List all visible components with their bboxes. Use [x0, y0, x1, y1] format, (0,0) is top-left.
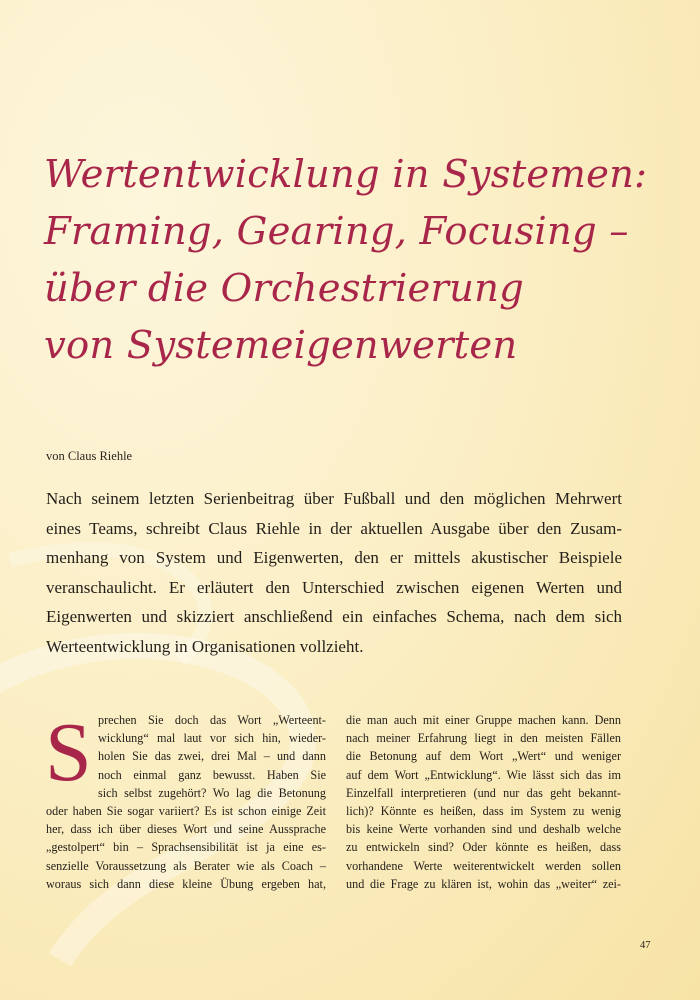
body-line: sich selbst zugehört? Wo lag die Betonung	[98, 785, 326, 800]
title-line: von Systemeigenwerten	[44, 323, 518, 368]
title-line: Framing, Gearing, Focusing –	[44, 209, 629, 254]
page-number: 47	[640, 940, 651, 951]
body-line: auf dem Wort „Entwicklung“. Wie lässt sich das im	[346, 767, 621, 782]
body-column-left	[45, 706, 326, 893]
drop-cap: S	[45, 706, 92, 799]
lead-paragraph	[46, 484, 622, 661]
lead-line: veranschaulicht. Er erläutert den Unterschied zwischen eigenen Werten und	[46, 577, 622, 597]
body-line: Einzelfall interpretieren (und nur das geht bekannt-	[346, 785, 621, 800]
body-line: prechen Sie doch das Wort „Werteent-	[98, 713, 326, 727]
author-byline: von Claus Riehle	[46, 449, 133, 463]
lead-line: Nach seinem letzten Serienbeitrag über Fußball und den möglichen Mehrwert	[46, 489, 622, 508]
body-line: „gestolpert“ bin – Sprachsensibilität ist ja eine es-	[46, 840, 326, 855]
body-line: her, dass ich über dieses Wort und seine Aussprache	[46, 822, 326, 837]
body-line: holen Sie das zwei, drei Mal – und dann	[98, 749, 326, 764]
body-line: die Betonung auf dem Wort „Wert“ und weniger	[346, 749, 621, 764]
title-line: Wertentwicklung in Systemen:	[44, 152, 648, 197]
lead-line: menhang von System und Eigenwerten, den er mittels akustischer Beispiele	[46, 548, 622, 567]
body-line: bis keine Werte vorhanden sind und deshalb welche	[346, 822, 621, 837]
lead-line: Eigenwerten und skizziert anschließend ein einfaches Schema, nach dem sich	[46, 607, 622, 626]
body-line: nach meiner Erfahrung liegt in den meisten Fällen	[346, 731, 621, 746]
body-line: woraus sich dann diese kleine Übung ergeben hat,	[46, 876, 326, 891]
article-title	[44, 146, 664, 374]
body-line: und die Frage zu klären ist, wohin das „weiter“ zei-	[346, 876, 621, 891]
body-line: vorhandene Werte weiterentwickelt werden sollen	[346, 858, 621, 873]
body-line: noch einmal ganz bewusst. Haben Sie	[98, 767, 326, 782]
body-line: lich)? Könnte es heißen, dass im System zu wenig	[346, 804, 621, 819]
lead-line: eines Teams, schreibt Claus Riehle in der aktuellen Ausgabe über den Zusam-	[46, 518, 622, 538]
body-line: die man auch mit einer Gruppe machen kann. Denn	[346, 713, 621, 727]
body-line: senzielle Voraussetzung als Berater wie als Coach –	[46, 858, 326, 873]
body-line: oder haben Sie sogar variiert? Es ist schon einige Zeit	[46, 804, 326, 819]
body-line: zu entwickeln sind? Oder könnte es heißen, dass	[346, 840, 621, 855]
body-column-right	[346, 711, 621, 893]
lead-line: Werteentwicklung in Organisationen vollzieht.	[46, 636, 364, 656]
body-line: wicklung“ mal laut vor sich hin, wieder-	[98, 731, 326, 746]
title-line: über die Orchestrierung	[44, 266, 524, 311]
